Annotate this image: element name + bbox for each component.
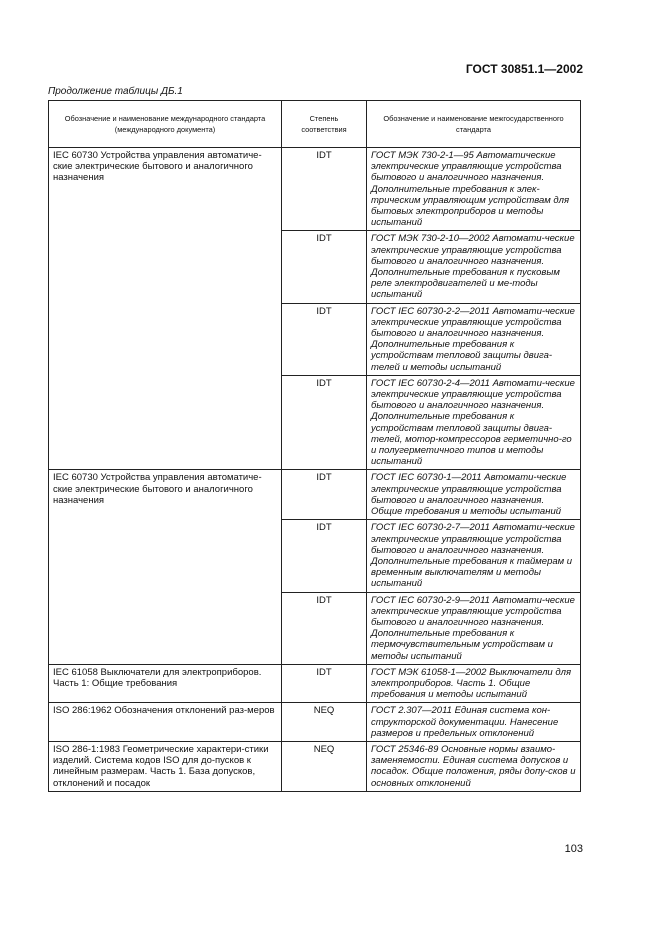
degree-cell: IDT <box>282 664 367 703</box>
table-row <box>49 664 581 703</box>
table-caption: Продолжение таблицы ДБ.1 <box>48 86 183 97</box>
interstate-standard-cell: ГОСТ МЭК 61058-1—2002 Выключатели для электроприборов. Часть 1. Общие требования и методы испытаний <box>367 664 581 703</box>
table-row <box>49 703 581 742</box>
interstate-standard-cell: ГОСТ IEC 60730-2-7—2011 Автомати-ческие электрические управляющие устройства бытового и аналогичного назначения. Дополнительные требования к таймерам и временным выключателям и методы испытаний <box>367 520 581 592</box>
degree-cell: IDT <box>282 375 367 470</box>
interstate-standard-cell: ГОСТ МЭК 730-2-1—95 Автоматические электрические управляющие устройства бытового и аналогичного назначения. Дополнительные требования к элек-трическим управляющим устройствам для бытовых электроприборов и методы испытаний <box>367 148 581 231</box>
degree-cell: NEQ <box>282 703 367 742</box>
document-code: ГОСТ 30851.1—2002 <box>465 62 583 76</box>
column-header-interstate: Обозначение и наименование межгосударственного стандарта <box>367 101 581 148</box>
table-row <box>49 741 581 791</box>
interstate-standard-cell: ГОСТ IEC 60730-1—2011 Автомати-ческие электрические управляющие устройства бытового и аналогичного назначения. Общие требования и методы испытаний <box>367 470 581 520</box>
interstate-standard-cell: ГОСТ 2.307—2011 Единая система кон-структорской документации. Нанесение размеров и предельных отклонений <box>367 703 581 742</box>
page-number: 103 <box>564 843 583 855</box>
degree-cell: IDT <box>282 148 367 231</box>
degree-cell: NEQ <box>282 741 367 791</box>
degree-cell: IDT <box>282 520 367 592</box>
degree-cell: IDT <box>282 592 367 664</box>
degree-cell: IDT <box>282 303 367 375</box>
international-standard-cell: IEC 61058 Выключатели для электроприборов. Часть 1: Общие требования <box>49 664 282 703</box>
interstate-standard-cell: ГОСТ 25346-89 Основные нормы взаимо-заменяемости. Единая система допусков и посадок. Общие положения, ряды допу-сков и основных отклонений <box>367 741 581 791</box>
column-header-degree: Степень соответствия <box>282 101 367 148</box>
interstate-standard-cell: ГОСТ IEC 60730-2-4—2011 Автомати-ческие электрические управляющие устройства бытового и аналогичного назначения. Дополнительные требования к устройствам тепловой защиты двига-телей, мотор-компрессоров герметично-го и полугерметичного типов и методы испытаний <box>367 375 581 470</box>
table-header-row <box>49 101 581 148</box>
international-standard-cell: IEC 60730 Устройства управления автоматиче-ские электрические бытового и аналогичного назначения <box>49 148 282 470</box>
international-standard-cell: ISO 286-1:1983 Геометрические характери-стики изделий. Система кодов ISO для до-пусков к линейным размерам. Часть 1. База допусков, отклонений и посадок <box>49 741 282 791</box>
interstate-standard-cell: ГОСТ МЭК 730-2-10—2002 Автомати-ческие электрические управляющие устройства бытового и аналогичного назначения. Дополнительные требования к пусковым реле электродвигателей и ме-тоды испытаний <box>367 231 581 303</box>
table-body <box>49 148 581 792</box>
column-header-international: Обозначение и наименование международного стандарта (международного документа) <box>49 101 282 148</box>
interstate-standard-cell: ГОСТ IEC 60730-2-9—2011 Автомати-ческие электрические управляющие устройства бытового и аналогичного назначения. Дополнительные требования к термочувствительным устройствам и методы испытаний <box>367 592 581 664</box>
table-row <box>49 148 581 231</box>
degree-cell: IDT <box>282 470 367 520</box>
interstate-standard-cell: ГОСТ IEC 60730-2-2—2011 Автомати-ческие электрические управляющие устройства бытового и аналогичного назначения. Дополнительные требования к устройствам тепловой защиты двига-телей и методы испытаний <box>367 303 581 375</box>
international-standard-cell: ISO 286:1962 Обозначения отклонений раз-меров <box>49 703 282 742</box>
international-standard-cell: IEC 60730 Устройства управления автоматиче-ские электрические бытового и аналогичного назначения <box>49 470 282 664</box>
degree-cell: IDT <box>282 231 367 303</box>
table-row <box>49 470 581 520</box>
standards-table <box>48 100 581 792</box>
